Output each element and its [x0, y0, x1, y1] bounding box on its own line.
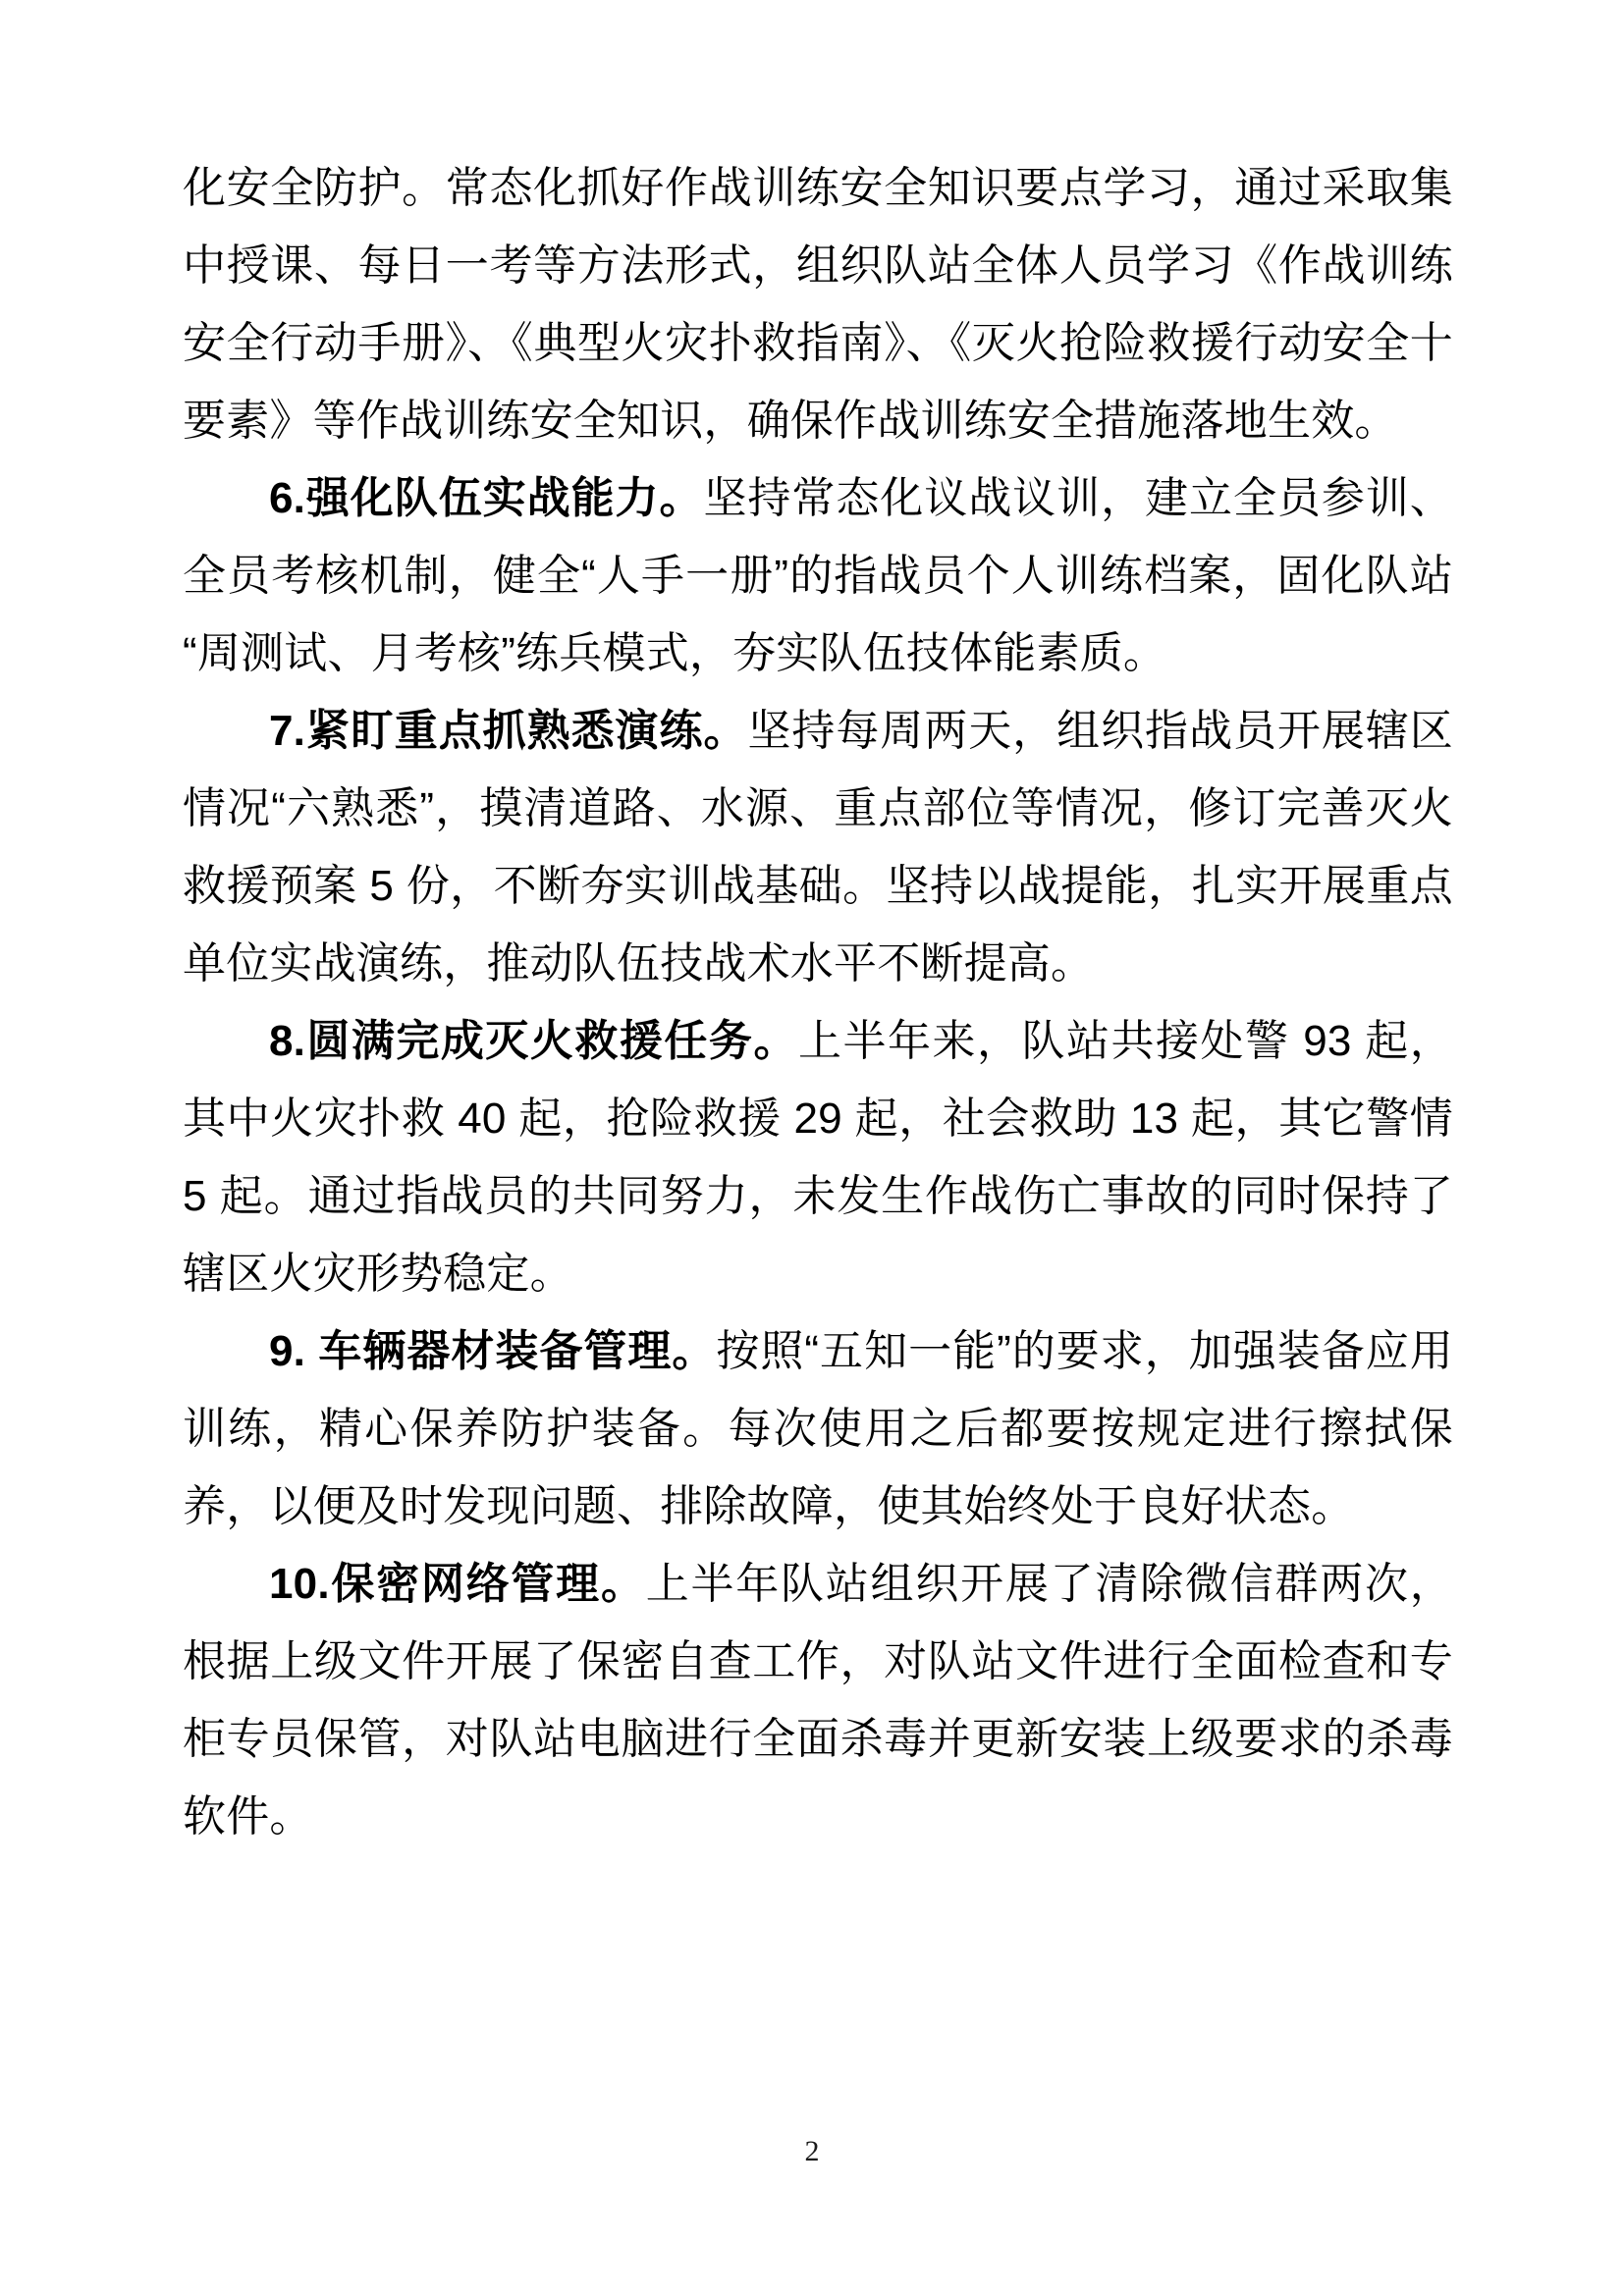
paragraph-body: 坚持常态化议战议训，建立全员参训、全员考核机制，健全“人手一册”的指战员个人训练档案，固化队站“周测试、月考核”练兵模式，夯实队伍技体能素质。: [183, 474, 1453, 677]
paragraph-item-6: [183, 459, 1453, 692]
paragraph-body: 化安全防护。常态化抓好作战训练安全知识要点学习，通过采取集中授课、每日一考等方法形式，组织队站全体人员学习《作战训练安全行动手册》、《典型火灾扑救指南》、《灭火抢险救援行动安全十要素》等作战训练安全知识，确保作战训练安全措施落地生效。: [183, 164, 1453, 445]
paragraph-lead: 7.紧盯重点抓熟悉演练。: [269, 707, 748, 755]
paragraph-body: 上半年来，队站共接处警 93 起，其中火灾扑救 40 起，抢险救援 29 起，社会救助 13 起，其它警情 5 起。通过指战员的共同努力，未发生作战伤亡事故的同时保持了辖区火灾形势稳定。: [183, 1017, 1453, 1298]
paragraph-item-9: [183, 1312, 1453, 1545]
paragraph-item-8: [183, 1002, 1453, 1312]
paragraph-lead: 9. 车辆器材装备管理。: [269, 1327, 717, 1375]
page-number: 2: [804, 2135, 820, 2167]
paragraph-lead: 6.强化队伍实战能力。: [269, 474, 704, 522]
paragraph-lead: 8.圆满完成灭火救援任务。: [269, 1017, 798, 1065]
paragraph-item-10: [183, 1545, 1453, 1855]
page-footer: [0, 2135, 1624, 2168]
paragraph-body: 按照“五知一能”的要求，加强装备应用训练，精心保养防护装备。每次使用之后都要按规定进行擦拭保养，以便及时发现问题、排除故障，使其始终处于良好状态。: [183, 1327, 1453, 1530]
paragraph-lead: 10.保密网络管理。: [269, 1560, 646, 1608]
paragraph-continuation: [183, 149, 1453, 459]
paragraph-body: 上半年队站组织开展了清除微信群两次，根据上级文件开展了保密自查工作，对队站文件进行全面检查和专柜专员保管，对队站电脑进行全面杀毒并更新安装上级要求的杀毒软件。: [183, 1560, 1453, 1841]
paragraph-body: 坚持每周两天，组织指战员开展辖区情况“六熟悉”，摸清道路、水源、重点部位等情况，修订完善灭火救援预案 5 份，不断夯实训战基础。坚持以战提能，扎实开展重点单位实战演练，推动队伍技战术水平不断提高。: [183, 707, 1453, 988]
page-body-text: [183, 149, 1453, 1855]
paragraph-item-7: [183, 692, 1453, 1002]
